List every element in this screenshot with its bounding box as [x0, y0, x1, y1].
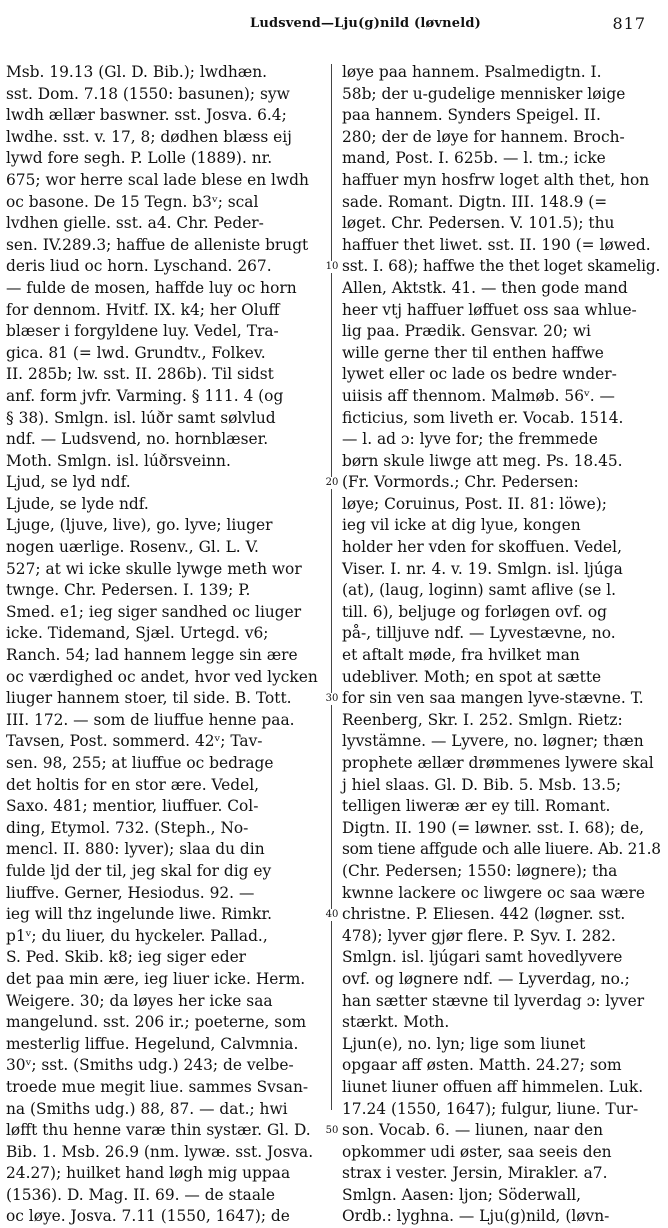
left-column-line: ndf. — Ludsvend, no. hornblæser. [6, 430, 269, 449]
right-column-line: Reenberg, Skr. I. 252. Smlgn. Rietz: [342, 710, 623, 729]
right-column-line: son. Vocab. 6. — liunen, naar den [342, 1121, 603, 1140]
left-column-line: III. 172. — som de liuffue henne paa. [6, 710, 295, 729]
left-column-line: Bib. 1. Msb. 26.9 (nm. lywæ. sst. Josva. [6, 1142, 314, 1161]
right-column-line: sst. I. 68); haffwe the thet loget skamelig. [342, 257, 661, 276]
right-column-line: mand, Post. I. 625b. — l. tm.; icke [342, 149, 606, 168]
left-column-line: ding, Etymol. 732. (Steph., No- [6, 818, 249, 837]
right-column-line: 280; der de løye for hannem. Broch- [342, 127, 625, 146]
left-column-line: icke. Tidemand, Sjæl. Urtegd. v6; [6, 624, 269, 643]
left-column-line: Smed. e1; ieg siger sandhed oc liuger [6, 602, 302, 621]
left-column-line: mangelund. sst. 206 ir.; poeterne, som [6, 1013, 307, 1032]
left-column-line: Ljuge, (ljuve, live), go. lyve; liuger [6, 516, 273, 535]
right-column-line: løye paa hannem. Psalmedigtn. I. [342, 63, 602, 81]
line-number: 30 [325, 693, 339, 705]
left-column-line: troede mue megit liue. sammes Svsan- [6, 1077, 309, 1096]
left-column-line: 30ᵛ; sst. (Smiths udg.) 243; de velbe- [6, 1056, 294, 1075]
right-column [342, 62, 661, 1226]
left-column-line: Weigere. 30; da løyes her icke saa [6, 991, 273, 1010]
right-column-line: Ljun(e), no. lyn; lige som liunet [342, 1034, 586, 1053]
left-column-line: Ranch. 54; lad hannem legge sin ære [6, 646, 298, 665]
left-column-line: liuffve. Gerner, Hesiodus. 92. — [6, 883, 255, 902]
left-column-line: løfft thu henne varæ thin systær. Gl. D. [6, 1121, 311, 1140]
left-column-line: oc løye. Josva. 7.11 (1550, 1647); de [6, 1207, 290, 1226]
right-column-line: opkommer udi øster, saa seeis den [342, 1142, 612, 1161]
right-column-line: uiisis aff thennom. Malmøb. 56ᵛ. — [342, 386, 615, 405]
right-column-line: lig paa. Prædik. Gensvar. 20; wi [342, 322, 591, 341]
line-number: 10 [325, 261, 339, 273]
right-column-line: han sætter stævne til lyverdag ɔ: lyver [342, 991, 645, 1010]
left-column-line: lvdhen gielle. sst. a4. Chr. Peder- [6, 214, 264, 233]
right-column-line: Smlgn. Aasen: ljon; Söderwall, [342, 1185, 582, 1204]
left-column [6, 62, 322, 1226]
right-column-line: Smlgn. isl. ljúgari samt hovedlyvere [342, 948, 623, 967]
left-column-line: Ljude, se lyde ndf. [6, 494, 149, 513]
left-column-line: II. 285b; lw. sst. II. 286b). Til sidst [6, 365, 274, 384]
left-column-line: sen. IV.289.3; haffue de alleniste brugt [6, 235, 309, 254]
right-column-line: løye; Coruinus, Post. II. 81: löwe); [342, 494, 607, 513]
left-column-line: mencl. II. 880: lyver); slaa du din [6, 840, 265, 859]
right-column-line: for sin ven saa mangen lyve-stævne. T. [342, 689, 644, 708]
column-divider [331, 64, 332, 1110]
right-column-line: et aftalt møde, fra hvilket man [342, 646, 580, 665]
left-column-line: gica. 81 (= lwd. Grundtv., Folkev. [6, 343, 266, 362]
right-column-line: Ordb.: lyghna. — Lju(g)nild, (løvn- [342, 1207, 610, 1226]
right-column-line: till. 6), beljuge og forløgen ovf. og [342, 602, 608, 621]
line-number: 40 [325, 909, 339, 921]
right-column-line: sade. Romant. Digtn. III. 148.9 (= [342, 192, 608, 211]
right-column-line: (Chr. Pedersen; 1550: løgnere); tha [342, 861, 618, 880]
right-column-line: haffuer thet liwet. sst. II. 190 (= løwed. [342, 235, 651, 254]
right-column-line: lyvstämne. — Lyvere, no. løgner; thæn [342, 732, 644, 751]
left-column-line: 527; at wi icke skulle lywge meth wor [6, 559, 302, 578]
left-column-line: anf. form jvfr. Varming. § 111. 4 (og [6, 386, 284, 405]
left-column-line: Saxo. 481; mentior, liuffuer. Col- [6, 797, 259, 816]
right-column-line: børn skule liwge att meg. Ps. 18.45. [342, 451, 623, 470]
left-column-line: deris liud oc horn. Lyschand. 267. [6, 257, 272, 276]
left-column-line: Moth. Smlgn. isl. lúðrsveinn. [6, 451, 231, 470]
right-column-line: liunet liuner offuen aff himmelen. Luk. [342, 1077, 644, 1096]
right-column-line: ficticius, som liveth er. Vocab. 1514. [342, 408, 624, 427]
left-column-line: blæser i forgyldene luy. Vedel, Tra- [6, 322, 279, 341]
right-column-line: wille gerne ther til enthen haffwe [342, 343, 604, 362]
right-column-line: Allen, Aktstk. 41. — then gode mand [342, 278, 628, 297]
right-column-line: Digtn. II. 190 (= løwner. sst. I. 68); de, [342, 818, 644, 837]
left-column-line: Tavsen, Post. sommerd. 42ᵛ; Tav- [6, 732, 263, 751]
left-column-line: lywd fore segh. P. Lolle (1889). nr. [6, 149, 273, 168]
left-column-line: fulde ljd der til, jeg skal for dig ey [6, 861, 272, 880]
right-column-line: stærkt. Moth. [342, 1013, 450, 1032]
right-column-line: paa hannem. Synders Speigel. II. [342, 106, 601, 125]
right-column-line: 17.24 (1550, 1647); fulgur, liune. Tur- [342, 1099, 639, 1118]
left-column-line: liuger hannem stoer, til side. B. Tott. [6, 689, 292, 708]
left-column-line: oc basone. De 15 Tegn. b3ᵛ; scal [6, 192, 259, 211]
right-column-line: 58b; der u-gudelige mennisker løige [342, 84, 626, 103]
left-column-line: mesterlig liffue. Hegelund, Calvmnia. [6, 1034, 299, 1053]
left-column-line: S. Ped. Skib. k8; ieg siger eder [6, 948, 247, 967]
left-column-line: § 38). Smlgn. isl. lúðr samt sølvlud [6, 408, 276, 427]
right-column-line: holder her vden for skoffuen. Vedel, [342, 538, 622, 557]
left-column-line: p1ᵛ; du liuer, du hyckeler. Pallad., [6, 926, 268, 945]
right-column-line: ovf. og løgnere ndf. — Lyverdag, no.; [342, 969, 630, 988]
right-column-line: 478); lyver gjør flere. P. Syv. I. 282. [342, 926, 616, 945]
running-head: Ludsvend—Lju(g)nild (løvneld) [250, 16, 482, 31]
left-column-line: sen. 98, 255; at liuffue oc bedrage [6, 754, 274, 772]
left-column-line: (1536). D. Mag. II. 69. — de staale [6, 1185, 276, 1204]
right-column-line: på-, tilljuve ndf. — Lyvestævne, no. [342, 624, 616, 643]
line-number: 50 [325, 1125, 339, 1137]
left-column-line: oc værdighed oc andet, hvor ved lycken [6, 667, 318, 686]
left-column-line: 675; wor herre scal lade blese en lwdh [6, 170, 309, 189]
left-column-line: 24.27); huilket hand løgh mig uppaa [6, 1164, 291, 1183]
left-column-line: Msb. 19.13 (Gl. D. Bib.); lwdhæn. [6, 63, 268, 81]
left-column-line: nogen uærlige. Rosenv., Gl. L. V. [6, 538, 259, 557]
left-column-line: Ljud, se lyd ndf. [6, 473, 131, 492]
line-number: 20 [325, 477, 339, 489]
left-column-line: — fulde de mosen, haffde luy oc horn [6, 278, 297, 297]
left-column-line: det holtis for en stor ære. Vedel, [6, 775, 260, 794]
left-column-line: twnge. Chr. Pedersen. I. 139; P. [6, 581, 251, 600]
left-column-line: sst. Dom. 7.18 (1550: basunen); syw [6, 84, 290, 103]
right-column-line: strax i vester. Jersin, Mirakler. a7. [342, 1164, 608, 1183]
left-column-line: lwdh ællær baswner. sst. Josva. 6.4; [6, 106, 287, 125]
right-column-line: j hiel slaas. Gl. D. Bib. 5. Msb. 13.5; [342, 775, 622, 794]
right-column-line: christne. P. Eliesen. 442 (løgner. sst. [342, 905, 626, 924]
left-column-line: det paa min ære, ieg liuer icke. Herm. [6, 969, 306, 988]
right-column-line: (at), (laug, loginn) samt aflive (se l. [342, 581, 617, 600]
left-column-line: ieg will thz ingelunde liwe. Rimkr. [6, 905, 272, 924]
page-number: 817 [612, 14, 646, 33]
right-column-line: kwnne lackere oc liwgere oc saa wære [342, 883, 645, 902]
right-column-line: prophete ællær drømmenes lywere skal [342, 754, 654, 772]
right-column-line: heer vtj haffuer løffuet oss saa whlue- [342, 300, 637, 319]
left-column-line: na (Smiths udg.) 88, 87. — dat.; hwi [6, 1099, 288, 1118]
right-column-line: udebliver. Moth; en spot at sætte [342, 667, 602, 686]
right-column-line: løget. Chr. Pedersen. V. 101.5); thu [342, 214, 615, 233]
right-column-line: (Fr. Vormords.; Chr. Pedersen: [342, 473, 579, 492]
right-column-line: lywet eller oc lade os bedre wnder- [342, 365, 617, 384]
left-column-line: lwdhe. sst. v. 17, 8; dødhen blæss eij [6, 127, 292, 146]
right-column-line: opgaar aff østen. Matth. 24.27; som [342, 1056, 622, 1075]
right-column-line: telligen liweræ ær ey till. Romant. [342, 797, 611, 816]
right-column-line: ieg vil icke at dig lyue, kongen [342, 516, 581, 535]
right-column-line: — l. ad ɔ: lyve for; the fremmede [342, 430, 598, 449]
right-column-line: haffuer myn hosfrw loget alth thet, hon [342, 170, 650, 189]
right-column-line: Viser. I. nr. 4. v. 19. Smlgn. isl. ljúga [342, 559, 623, 578]
right-column-line: som tiene affgude och alle liuere. Ab. 21.8 [342, 840, 661, 859]
left-column-line: for dennom. Hvitf. IX. k4; her Oluff [6, 300, 280, 319]
